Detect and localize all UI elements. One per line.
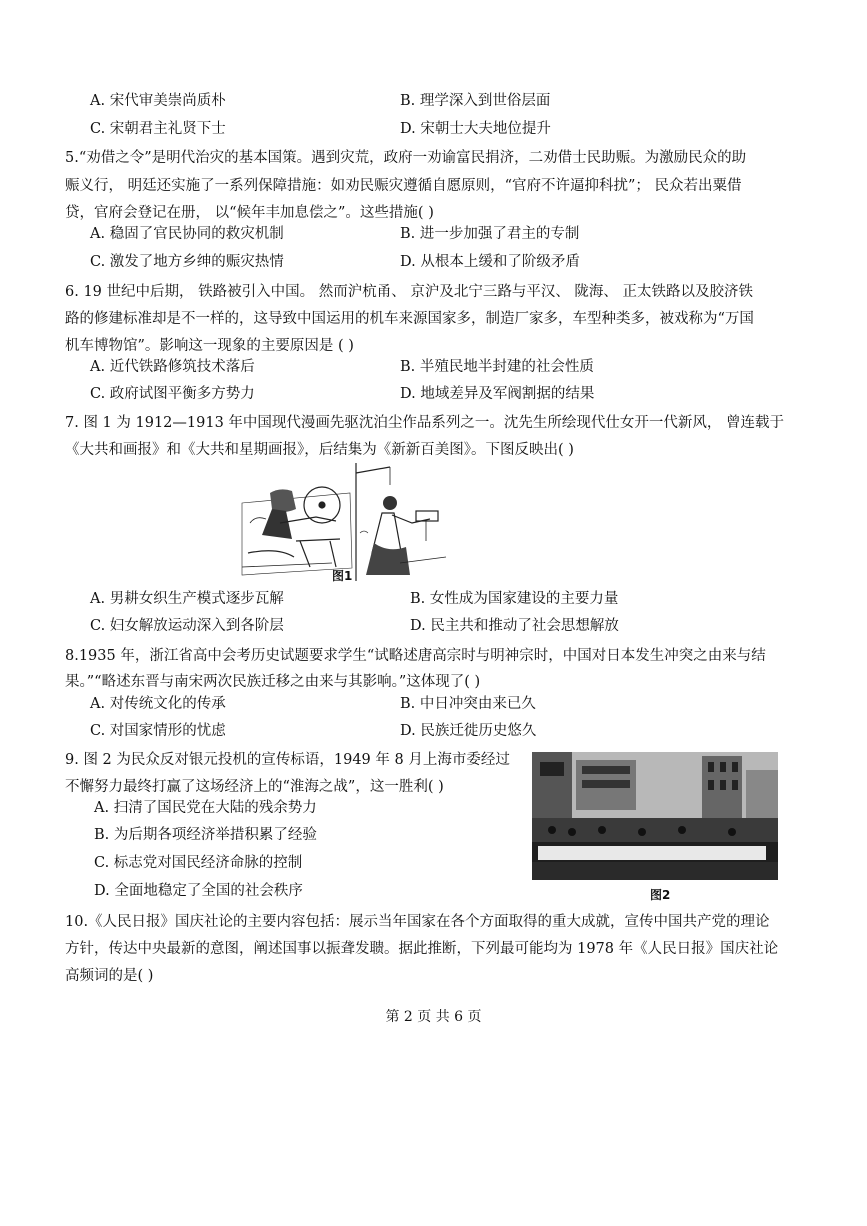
q4-option-a: A. 宋代审美崇尚质朴 (90, 93, 226, 109)
figure-1-drawing (240, 463, 450, 581)
q8-option-b: B. 中日冲突由来已久 (400, 696, 536, 712)
q6-stem-line-1: 6. 19 世纪中后期， 铁路被引入中国。 然而沪杭甬、 京沪及北宁三路与平汉、 陇海、 正太铁路以及胶济铁 (65, 284, 754, 300)
q7-stem-line-2: 《大共和画报》和《大共和星期画报》，后结集为《新新百美图》。下图反映出( ) (65, 442, 574, 458)
q10-stem-line-3: 高频词的是( ) (65, 968, 154, 984)
q4-option-b: B. 理学深入到世俗层面 (400, 93, 551, 109)
figure-1-caption: 图1 (332, 569, 353, 583)
q10-stem-line-2: 方针，传达中央最新的意图，阐述国事以振聋发聩。据此推断，下列最可能均为 1978 年《人民日报》国庆社论 (65, 941, 779, 957)
q10-stem-line-1: 10.《人民日报》国庆社论的主要内容包括：展示当年国家在各个方面取得的重大成就，宣传中国共产党的理论 (65, 914, 770, 930)
q9-option-a: A. 扫清了国民党在大陆的残余势力 (94, 800, 317, 816)
q8-stem-line-1: 8.1935 年，浙江省高中会考历史试题要求学生“试略述唐高宗时与明神宗时，中国对日本发生冲突之由来与结 (65, 648, 766, 664)
q6-option-c: C. 政府试图平衡多方势力 (90, 386, 255, 402)
page-number-footer: 第 2 页 共 6 页 (385, 1009, 482, 1025)
q6-stem-line-3: 机车博物馆”。影响这一现象的主要原因是 ( ) (65, 338, 354, 354)
q6-option-b: B. 半殖民地半封建的社会性质 (400, 359, 594, 375)
q6-option-d: D. 地域差异及军阀割据的结果 (400, 386, 595, 402)
q5-stem-line-1: 5.“劝借之令”是明代治灾的基本国策。遇到灾荒，政府一劝谕富民捐济，二劝借士民助赈。为激励民众的助 (65, 150, 747, 166)
figure-2-photo (532, 752, 778, 880)
q7-option-c: C. 妇女解放运动深入到各阶层 (90, 618, 284, 634)
q5-stem-line-2: 赈义行， 明廷还实施了一系列保障措施：如劝民赈灾遵循自愿原则，“官府不许逼抑科扰”； 民众若出粟借 (65, 178, 742, 194)
q4-option-c: C. 宋朝君主礼贤下士 (90, 121, 226, 137)
q8-option-d: D. 民族迁徙历史悠久 (400, 723, 537, 739)
figure-2-drawing (532, 752, 778, 880)
q9-stem-line-2: 不懈努力最终打赢了这场经济上的“淮海之战”，这一胜利( ) (65, 779, 444, 795)
q9-option-c: C. 标志党对国民经济命脉的控制 (94, 855, 303, 871)
q5-option-a: A. 稳固了官民协同的救灾机制 (90, 226, 284, 242)
q7-stem-line-1: 7. 图 1 为 1912—1913 年中国现代漫画先驱沈泊尘作品系列之一。沈先生所绘现代仕女开一代新风， 曾连载于 (65, 415, 785, 431)
q7-option-b: B. 女性成为国家建设的主要力量 (410, 591, 619, 607)
q8-option-a: A. 对传统文化的传承 (90, 696, 226, 712)
q6-option-a: A. 近代铁路修筑技术落后 (90, 359, 255, 375)
q9-stem-line-1: 9. 图 2 为民众反对银元投机的宣传标语，1949 年 8 月上海市委经过 (65, 752, 510, 768)
q5-option-c: C. 激发了地方乡绅的赈灾热情 (90, 254, 284, 270)
figure-1-cartoon (240, 463, 450, 581)
q7-option-a: A. 男耕女织生产模式逐步瓦解 (90, 591, 284, 607)
q9-option-b: B. 为后期各项经济举措积累了经验 (94, 827, 317, 843)
q6-stem-line-2: 路的修建标准却是不一样的，这导致中国运用的机车来源国家多，制造厂家多，车型种类多，被戏称为“万国 (65, 311, 754, 327)
q9-option-d: D. 全面地稳定了全国的社会秩序 (94, 883, 303, 899)
figure-2-caption: 图2 (650, 888, 671, 902)
q7-option-d: D. 民主共和推动了社会思想解放 (410, 618, 619, 634)
q5-stem-line-3: 贷，官府会登记在册， 以“候年丰加息偿之”。这些措施( ) (65, 205, 434, 221)
q5-option-b: B. 进一步加强了君主的专制 (400, 226, 580, 242)
q8-option-c: C. 对国家情形的忧虑 (90, 723, 226, 739)
q4-option-d: D. 宋朝士大夫地位提升 (400, 121, 551, 137)
q5-option-d: D. 从根本上缓和了阶级矛盾 (400, 254, 580, 270)
q8-stem-line-2: 果。”“略述东晋与南宋两次民族迁移之由来与其影响。”这体现了( ) (65, 674, 481, 690)
